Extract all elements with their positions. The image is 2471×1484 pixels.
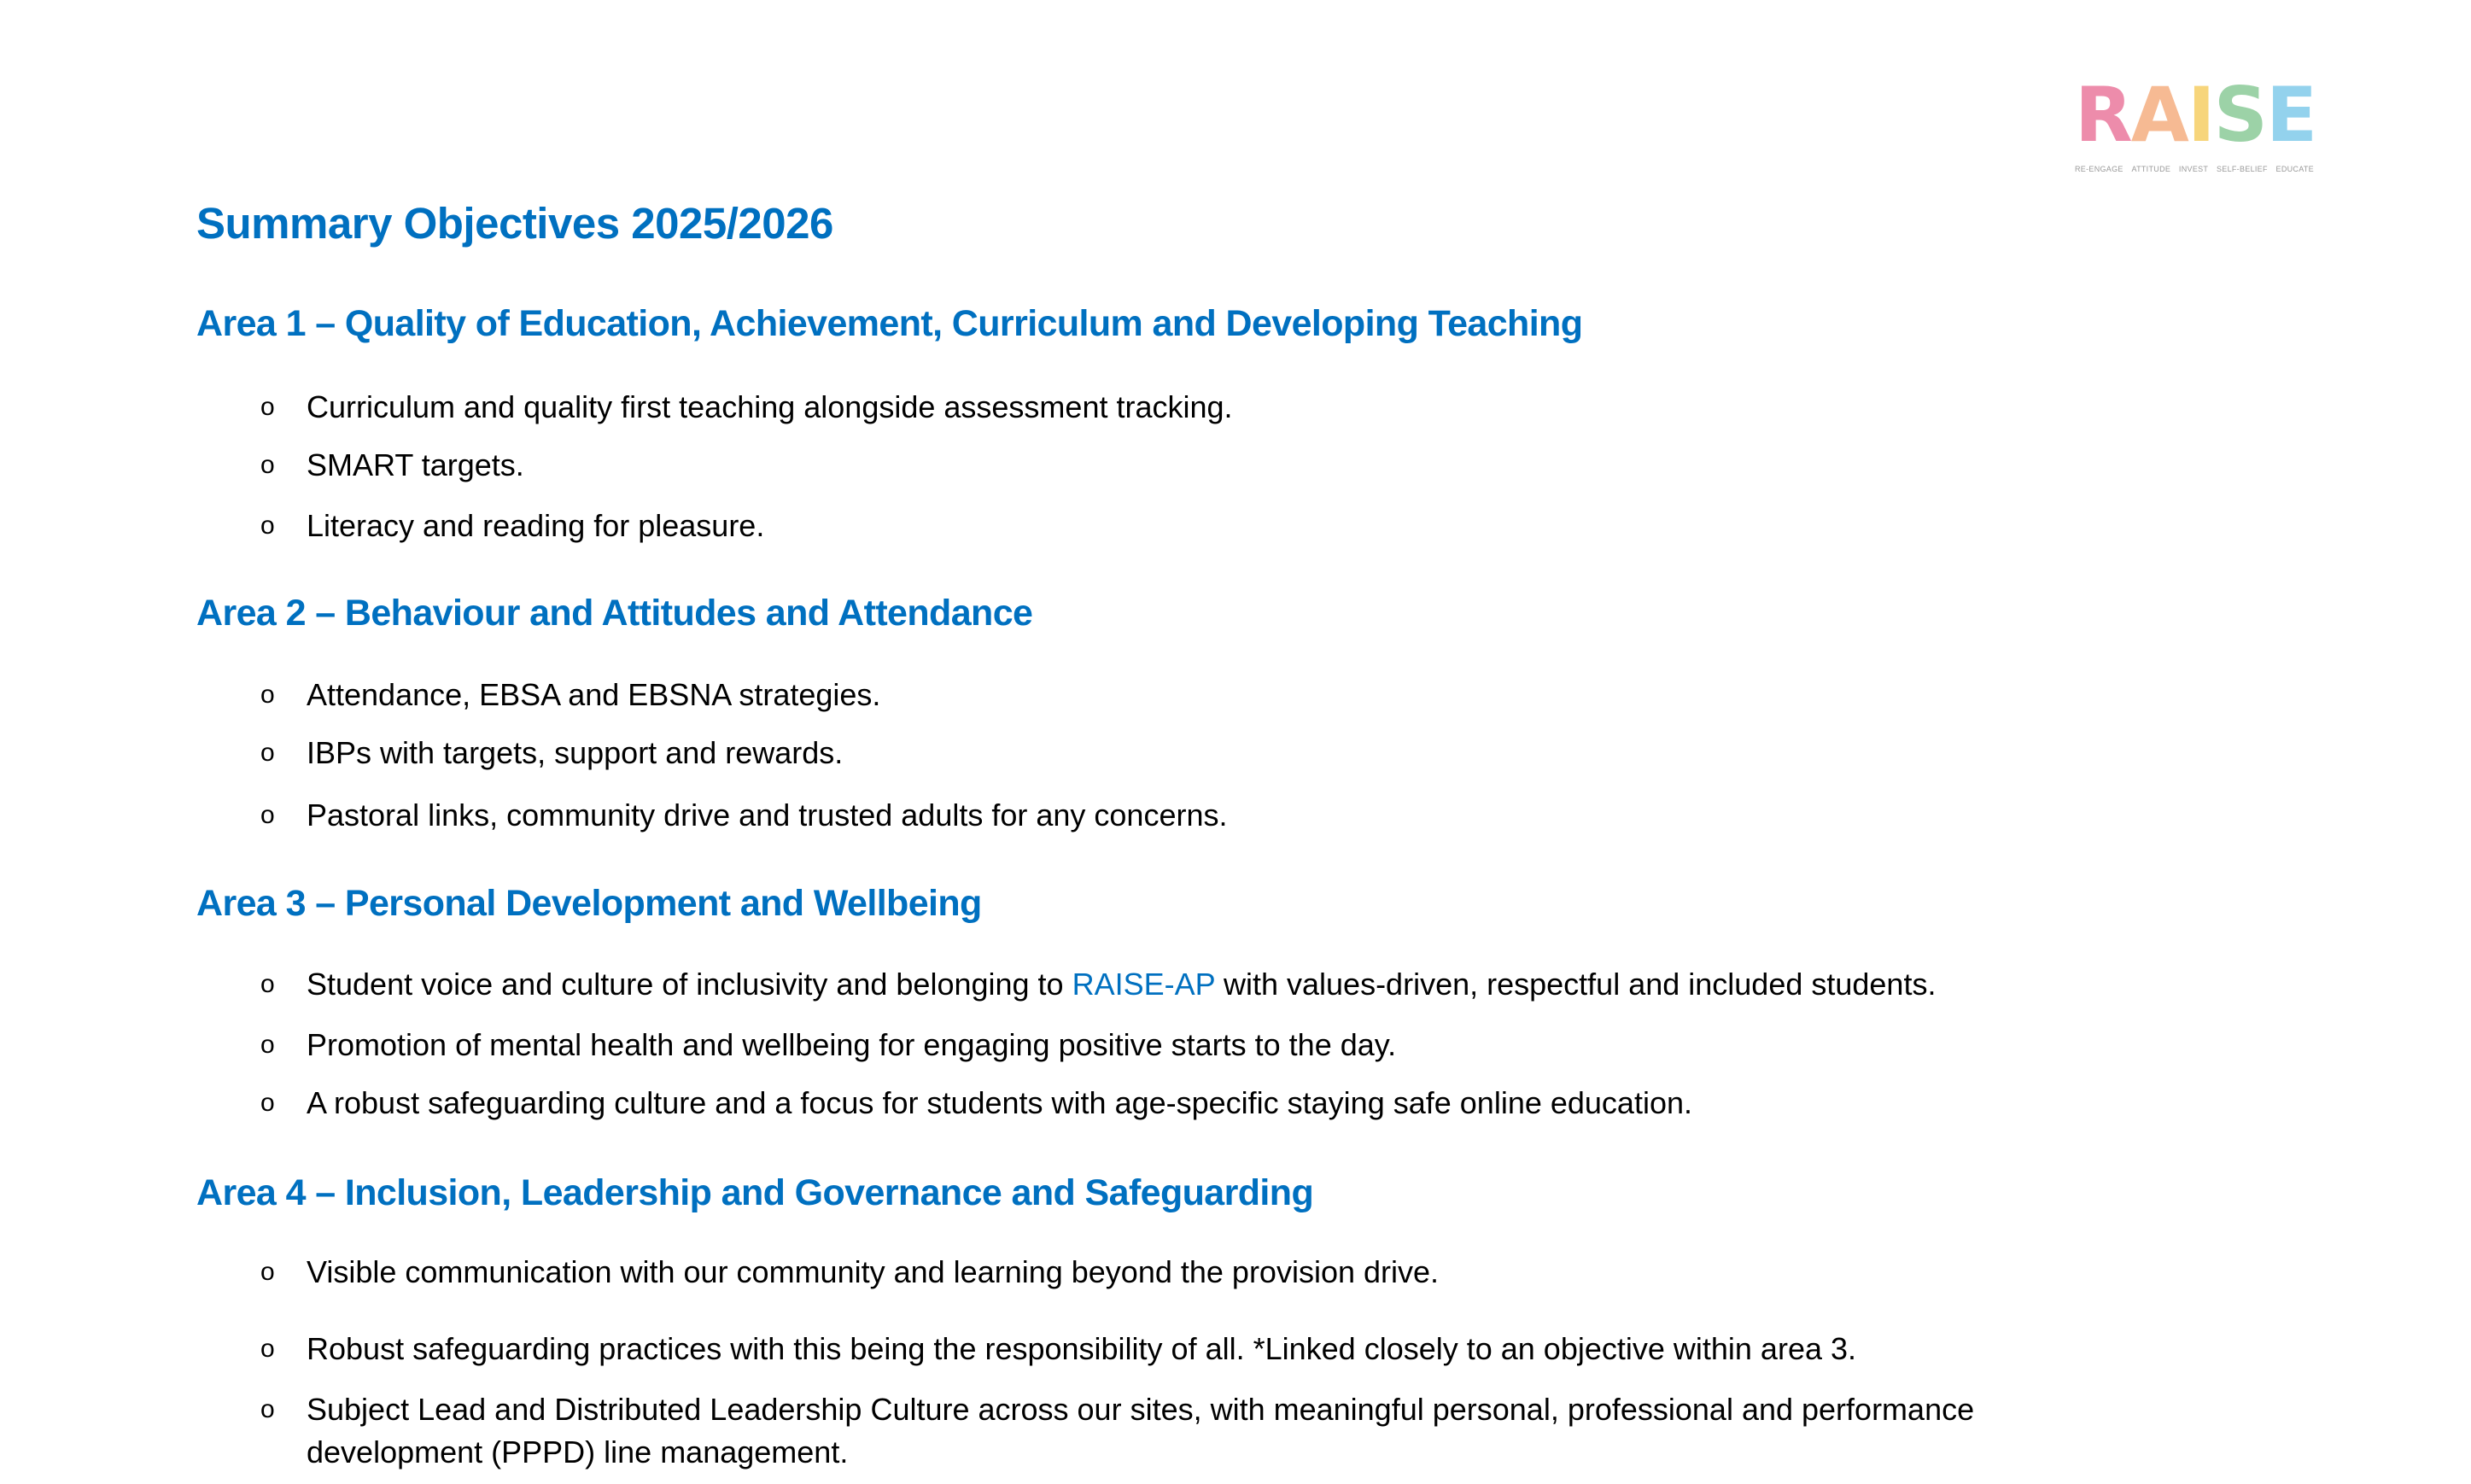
item-text-continued: development (PPPD) line management.	[307, 1434, 849, 1469]
bullet-icon: o	[260, 511, 275, 540]
logo-tagline: EDUCATE	[2275, 164, 2314, 173]
list-item	[260, 386, 1233, 429]
list-item	[260, 1082, 1692, 1125]
logo-tagline: RE-ENGAGE	[2075, 164, 2123, 173]
logo-tagline: ATTITUDE	[2131, 164, 2171, 173]
logo-letter: A	[2130, 71, 2188, 159]
logo-letter: E	[2266, 71, 2316, 159]
logo-letter: S	[2213, 71, 2267, 159]
item-text: Promotion of mental health and wellbeing for engaging positive starts to the day.	[307, 1027, 1397, 1062]
area-1-heading: Area 1 – Quality of Education, Achievement, Curriculum and Developing Teaching	[196, 303, 1583, 344]
list-item	[260, 794, 1228, 837]
bullet-icon: o	[260, 1089, 275, 1117]
logo-tagline: INVEST	[2178, 164, 2209, 173]
item-text: Attendance, EBSA and EBSNA strategies.	[307, 677, 881, 712]
item-text: Pastoral links, community drive and trusted adults for any concerns.	[307, 798, 1228, 833]
logo-letter: R	[2075, 71, 2131, 159]
list-item	[260, 1328, 1856, 1370]
bullet-icon: o	[260, 801, 275, 829]
bullet-icon: o	[260, 1258, 275, 1286]
raise-logo	[2075, 70, 2322, 174]
bullet-icon: o	[260, 1395, 275, 1423]
item-text	[307, 963, 1936, 1006]
bullet-icon: o	[260, 1335, 275, 1363]
list-item	[260, 1024, 1396, 1066]
list-item	[260, 1251, 1439, 1294]
item-text-wrap	[307, 1388, 1974, 1474]
item-text: Literacy and reading for pleasure.	[307, 508, 765, 543]
raise-ap-link[interactable]: RAISE-AP	[1072, 967, 1215, 1002]
area-3-heading: Area 3 – Personal Development and Wellbeing	[196, 883, 982, 924]
list-item	[260, 1388, 1974, 1474]
area-2-heading: Area 2 – Behaviour and Attitudes and Attendance	[196, 593, 1033, 634]
item-text: A robust safeguarding culture and a focus for students with age-specific staying safe online education.	[307, 1085, 1692, 1120]
list-item	[260, 505, 764, 547]
item-text: Subject Lead and Distributed Leadership Culture across our sites, with meaningful personal, professional and performance	[307, 1392, 1975, 1427]
bullet-icon: o	[260, 451, 275, 479]
item-text: Curriculum and quality first teaching alongside assessment tracking.	[307, 389, 1233, 424]
bullet-icon: o	[260, 393, 275, 421]
page-title: Summary Objectives 2025/2026	[196, 199, 833, 248]
logo-taglines	[2075, 164, 2314, 174]
list-item	[260, 444, 524, 487]
item-text: SMART targets.	[307, 447, 524, 482]
logo-letter: I	[2187, 71, 2214, 159]
logo-tagline: SELF-BELIEF	[2216, 164, 2268, 173]
bullet-icon: o	[260, 739, 275, 767]
item-text: Visible communication with our community and learning beyond the provision drive.	[307, 1254, 1440, 1289]
logo-letters	[2075, 70, 2322, 161]
list-item	[260, 963, 1936, 1006]
item-text-part: Student voice and culture of inclusivity and belonging to	[307, 967, 1072, 1002]
item-text-part: with values-driven, respectful and included students.	[1214, 967, 1936, 1002]
area-4-heading: Area 4 – Inclusion, Leadership and Governance and Safeguarding	[196, 1172, 1314, 1213]
bullet-icon: o	[260, 970, 275, 998]
list-item	[260, 732, 843, 774]
bullet-icon: o	[260, 681, 275, 709]
item-text: Robust safeguarding practices with this being the responsibility of all. *Linked closely to an objective within area 3.	[307, 1331, 1857, 1366]
list-item	[260, 674, 880, 716]
bullet-icon: o	[260, 1031, 275, 1059]
item-text: IBPs with targets, support and rewards.	[307, 735, 844, 770]
